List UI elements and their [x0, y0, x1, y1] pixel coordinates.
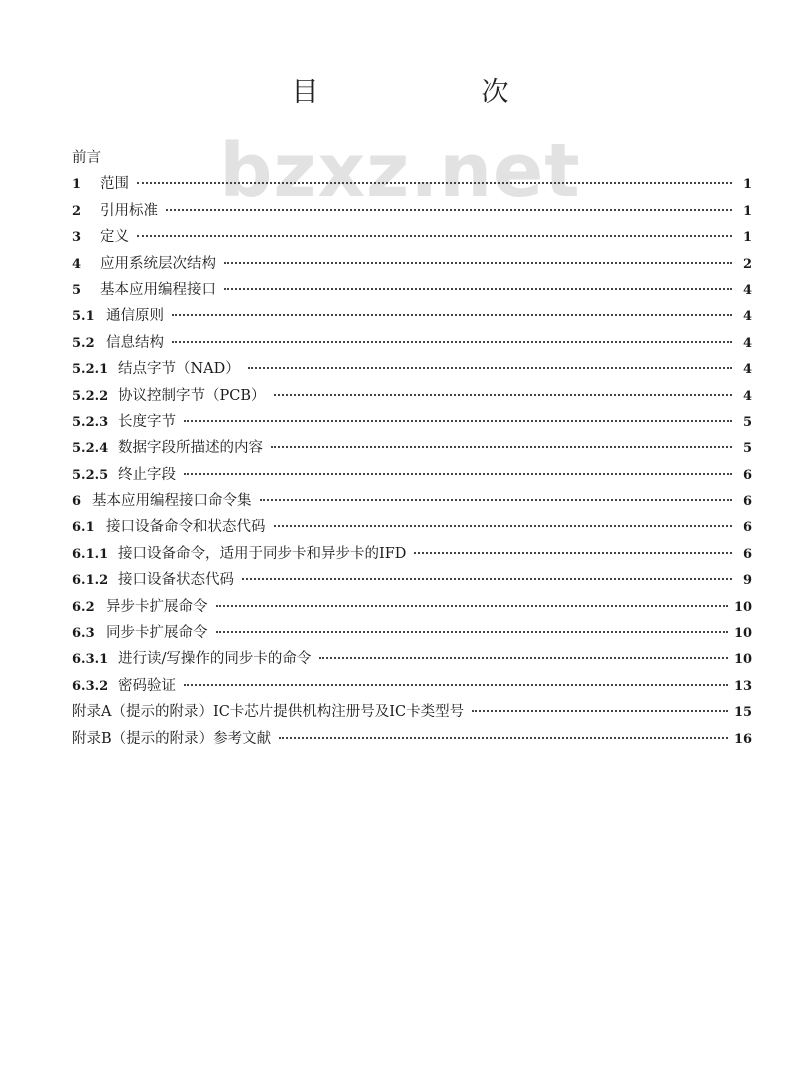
toc-entry[interactable]	[72, 356, 752, 382]
toc-entry-page: 4	[742, 388, 752, 404]
toc-entry-number: 4	[72, 256, 82, 272]
toc-entry-title: 异步卡扩展命令	[106, 598, 208, 615]
toc-entry[interactable]	[72, 673, 752, 699]
toc-dot-leader	[137, 234, 732, 237]
toc-entry[interactable]	[72, 198, 752, 224]
toc-entry-page: 1	[742, 230, 752, 246]
toc-dot-leader	[319, 656, 728, 659]
toc-entry-title: 通信原则	[106, 308, 164, 325]
toc-dot-leader	[274, 524, 733, 527]
toc-entry-title: 同步卡扩展命令	[106, 625, 208, 642]
toc-dot-leader	[271, 445, 732, 448]
toc-entry-page: 5	[742, 414, 752, 430]
toc-entry[interactable]	[72, 303, 752, 329]
toc-entry-page: 16	[734, 731, 753, 747]
toc-entry-number: 6	[72, 494, 82, 510]
toc-entry[interactable]	[72, 541, 752, 567]
toc-entry-title: 信息结构	[106, 334, 164, 351]
toc-dot-leader	[184, 683, 728, 686]
toc-dot-leader	[166, 208, 732, 211]
toc-entry[interactable]	[72, 620, 752, 646]
toc-dot-leader	[184, 472, 732, 475]
toc-entry-title: 应用系统层次结构	[100, 255, 216, 272]
toc-entry-number: 5.2.2	[72, 388, 109, 404]
toc-entry[interactable]	[72, 435, 752, 461]
toc-dot-leader	[242, 577, 732, 580]
toc-entry-number: 6.1.2	[72, 573, 109, 589]
toc-entry-title: 基本应用编程接口命令集	[92, 493, 252, 510]
toc-entry-page: 6	[742, 546, 752, 562]
toc-entry-page: 9	[742, 573, 752, 589]
toc-entry-number: 6.2	[72, 599, 95, 615]
toc-entry-number: 5.2.3	[72, 414, 109, 430]
toc-entry-page: 13	[734, 678, 753, 694]
toc-entry-number: 3	[72, 230, 82, 246]
toc-entry-number: 5.2.4	[72, 441, 109, 457]
page-title: 目 次	[291, 77, 577, 108]
toc-entry-number: 6.3.2	[72, 678, 109, 694]
toc-dot-leader	[172, 313, 732, 316]
toc-entry[interactable]	[72, 330, 752, 356]
toc-entry-page: 15	[734, 705, 753, 721]
toc-dot-leader	[274, 393, 732, 396]
toc-entry-page: 4	[742, 335, 752, 351]
toc-entry[interactable]	[72, 171, 752, 197]
toc-entry-number: 6.3.1	[72, 652, 109, 668]
toc-entry[interactable]	[72, 488, 752, 514]
toc-entry[interactable]	[72, 594, 752, 620]
toc-entry[interactable]	[72, 514, 752, 540]
toc-entry-page: 10	[734, 652, 753, 668]
toc-entry-number: 5.1	[72, 309, 95, 325]
toc-dot-leader	[216, 630, 729, 633]
toc-appendix[interactable]	[72, 726, 752, 752]
toc-entry-number: 5	[72, 282, 82, 298]
toc-entry-page: 2	[742, 256, 752, 272]
toc-entry[interactable]	[72, 383, 752, 409]
toc-dot-leader	[137, 181, 732, 184]
toc-dot-leader	[224, 261, 732, 264]
toc-entry-title: 定义	[100, 229, 129, 246]
watermark: bzxz.net	[219, 128, 581, 214]
toc-entry-page: 6	[742, 494, 752, 510]
toc-preface-label: 前言	[72, 150, 101, 166]
toc-entry-number: 5.2.5	[72, 467, 109, 483]
toc-entry-page: 4	[742, 362, 752, 378]
toc-entry-title: 终止字段	[118, 466, 176, 483]
toc-entry-page: 4	[742, 309, 752, 325]
toc-entry-page: 5	[742, 441, 752, 457]
toc-dot-leader	[184, 419, 732, 422]
toc-entry[interactable]	[72, 224, 752, 250]
toc-entry-number: 6.3	[72, 626, 95, 642]
toc-entry-page: 10	[734, 599, 753, 615]
toc-entry[interactable]	[72, 646, 752, 672]
toc-entry-title: 附录B（提示的附录）参考文献	[72, 730, 272, 747]
toc-dot-leader	[260, 498, 733, 501]
toc-entry-title: 引用标准	[100, 202, 158, 219]
toc-entry-title: 接口设备状态代码	[118, 572, 234, 589]
toc-entry-number: 6.1	[72, 520, 95, 536]
toc-dot-leader	[172, 340, 732, 343]
toc-entry-page: 1	[742, 203, 752, 219]
toc-dot-leader	[216, 604, 729, 607]
toc-entry-number: 1	[72, 177, 82, 193]
toc-dot-leader	[279, 736, 728, 739]
toc-entry[interactable]	[72, 462, 752, 488]
toc-entry-page: 1	[742, 177, 752, 193]
toc-dot-leader	[414, 551, 732, 554]
toc-entry-title: 接口设备命令和状态代码	[106, 519, 266, 536]
toc-entry-number: 5.2.1	[72, 362, 109, 378]
toc-entry-title: 结点字节（NAD）	[118, 361, 240, 378]
toc-preface[interactable]	[72, 145, 752, 171]
toc-entry[interactable]	[72, 277, 752, 303]
toc-entry-title: 协议控制字节（PCB）	[118, 387, 266, 404]
toc-entry-page: 6	[742, 467, 752, 483]
toc-entry[interactable]	[72, 251, 752, 277]
toc-entry-title: 进行读/写操作的同步卡的命令	[118, 651, 312, 668]
toc-entry-number: 5.2	[72, 335, 95, 351]
toc-entry-title: 数据字段所描述的内容	[118, 440, 263, 457]
toc-entry-title: 范围	[100, 176, 129, 193]
toc-entry-title: 接口设备命令，适用于同步卡和异步卡的IFD	[118, 545, 407, 562]
toc-entry-number: 6.1.1	[72, 546, 109, 562]
toc-entry-page: 10	[734, 626, 753, 642]
toc-entry-page: 4	[742, 282, 752, 298]
table-of-contents	[72, 145, 752, 752]
toc-entry[interactable]	[72, 409, 752, 435]
toc-entry-number: 2	[72, 203, 82, 219]
toc-dot-leader	[248, 366, 732, 369]
toc-dot-leader	[224, 287, 732, 290]
toc-dot-leader	[472, 709, 728, 712]
toc-entry-title: 附录A（提示的附录）IC卡芯片提供机构注册号及IC卡类型号	[72, 704, 465, 721]
toc-entry-page: 6	[742, 520, 752, 536]
toc-entry[interactable]	[72, 567, 752, 593]
toc-entry-title: 长度字节	[118, 413, 176, 430]
toc-entry-title: 密码验证	[118, 677, 176, 694]
toc-entry-title: 基本应用编程接口	[100, 281, 216, 298]
toc-appendix[interactable]	[72, 699, 752, 725]
